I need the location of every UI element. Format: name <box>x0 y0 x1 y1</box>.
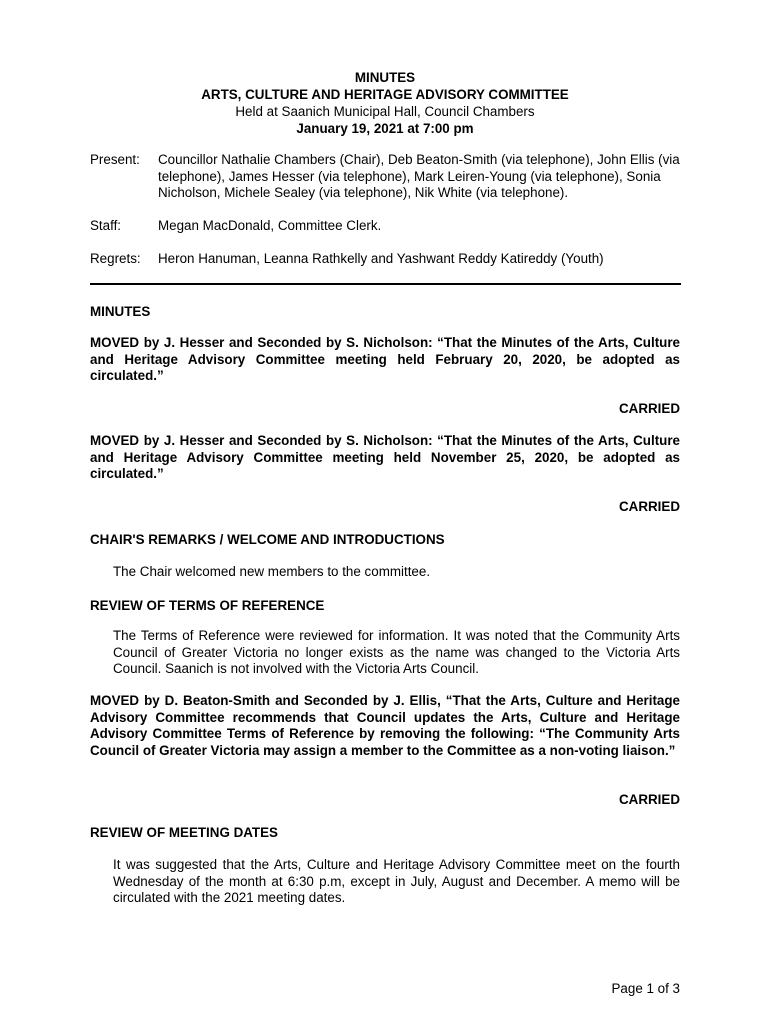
meeting-dates-heading: REVIEW OF MEETING DATES <box>90 825 278 840</box>
page-number: Page 1 of 3 <box>611 981 680 996</box>
carried-2: CARRIED <box>618 499 680 514</box>
committee-name: ARTS, CULTURE AND HERITAGE ADVISORY COMMITTEE <box>201 87 569 102</box>
regrets-row <box>90 251 690 269</box>
meeting-date: January 19, 2021 at 7:00 pm <box>296 121 474 136</box>
minutes-heading: MINUTES <box>90 304 151 319</box>
staff-row <box>90 218 690 236</box>
carried-3: CARRIED <box>618 792 680 807</box>
meeting-dates-text: It was suggested that the Arts, Culture and Heritage Advisory Committee meet on the fourth Wednesday of the month at 6:30 p.m, except in July, August and December. A memo will be circulated with the 2021 meeting dates. <box>113 857 680 905</box>
carried-1: CARRIED <box>618 401 680 416</box>
terms-of-reference-text: The Terms of Reference were reviewed for information. It was noted that the Community Arts Council of Greater Victoria no longer exists as the name was changed to the Victoria Arts Council. Saanich is not involved with the Victoria Arts Council. <box>113 628 680 676</box>
motion-1: MOVED by J. Hesser and Seconded by S. Nicholson: “That the Minutes of the Arts, Culture and Heritage Advisory Committee meeting held February 20, 2020, be adopted as circulated.” <box>90 335 680 383</box>
regrets-text: Heron Hanuman, Leanna Rathkelly and Yashwant Reddy Katireddy (Youth) <box>158 251 604 266</box>
motion-2: MOVED by J. Hesser and Seconded by S. Nicholson: “That the Minutes of the Arts, Culture and Heritage Advisory Committee meeting held November 25, 2020, be adopted as circulated.” <box>90 433 680 481</box>
present-label: Present: <box>90 152 140 167</box>
regrets-label: Regrets: <box>90 251 141 266</box>
staff-text: Megan MacDonald, Committee Clerk. <box>158 218 382 233</box>
chair-remarks-text: The Chair welcomed new members to the committee. <box>113 564 431 579</box>
present-row <box>90 152 690 204</box>
horizontal-divider <box>90 283 681 285</box>
staff-label: Staff: <box>90 218 122 233</box>
document-title: MINUTES <box>354 70 416 85</box>
motion-3: MOVED by D. Beaton-Smith and Seconded by J. Ellis, “That the Arts, Culture and Heritage Advisory Committee recommends that Council updates the Arts, Culture and Heritage Advisory Committee Terms of Reference by removing the following: “The Community Arts Council of Greater Victoria may assign a member to the Committee as a non-voting liaison.” <box>90 693 680 758</box>
present-text: Councillor Nathalie Chambers (Chair), Deb Beaton-Smith (via telephone), John Ellis (via telephone), James Hesser (via telephone), Mark Leiren-Young (via telephone), Sonia Nicholson, Michele Sealey (via telephone), Nik White (via telephone). <box>158 152 680 200</box>
chair-remarks-heading: CHAIR'S REMARKS / WELCOME AND INTRODUCTIONS <box>90 532 445 547</box>
terms-of-reference-heading: REVIEW OF TERMS OF REFERENCE <box>90 598 325 613</box>
document-header <box>90 69 680 137</box>
meeting-location: Held at Saanich Municipal Hall, Council Chambers <box>235 104 535 119</box>
